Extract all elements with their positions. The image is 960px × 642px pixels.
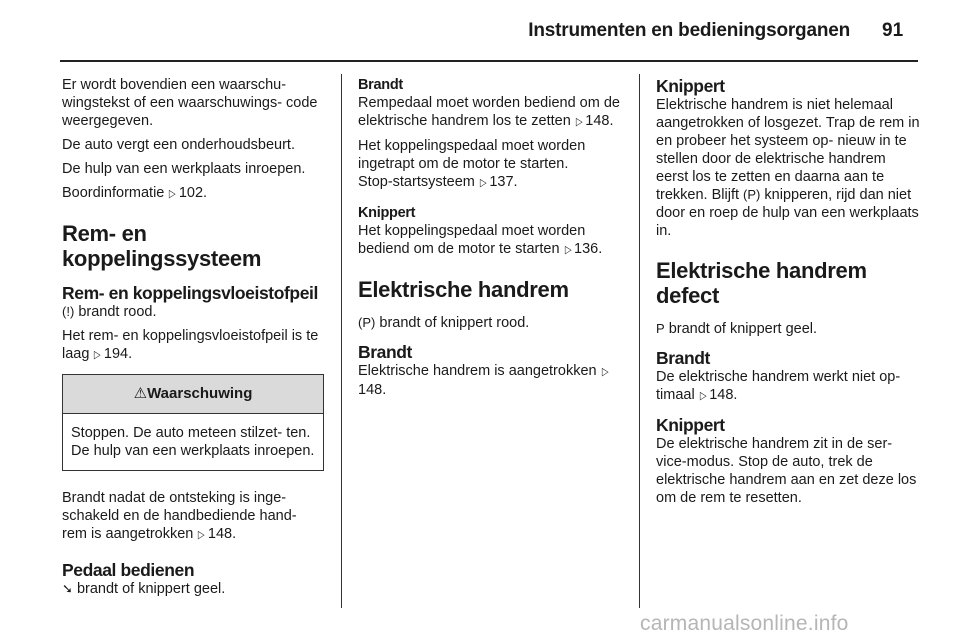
paragraph — [358, 173, 624, 192]
text: brandt of knippert rood. — [379, 315, 530, 331]
paragraph — [62, 184, 324, 203]
watermark: carmanualsonline.info — [640, 612, 849, 635]
paragraph — [62, 303, 324, 321]
column-1 — [62, 76, 324, 604]
text: De elektrische handrem werkt niet op- timaal — [656, 369, 901, 403]
subsection-heading: Knippert — [656, 76, 725, 96]
paragraph — [358, 362, 624, 399]
text: knipperen, rijd dan niet door en roep de hulp van een werkplaats in. — [656, 187, 919, 239]
page-ref[interactable]: 102. — [178, 185, 208, 201]
column-3 — [656, 76, 920, 513]
text: Het koppelingspedaal moet worden bediend om de motor te starten — [358, 223, 586, 257]
page-ref[interactable]: 136. — [574, 241, 603, 257]
text: brandt of knippert geel. — [76, 581, 226, 597]
paragraph — [62, 489, 324, 544]
paragraph — [358, 314, 624, 332]
parking-brake-icon: (P) — [358, 315, 376, 330]
page-ref[interactable]: 148. — [207, 526, 237, 542]
page-ref[interactable]: 194. — [103, 346, 133, 362]
warning-box — [62, 374, 324, 471]
warning-triangle-icon: ⚠ — [133, 385, 148, 402]
paragraph: De hulp van een werkplaats inroepen. — [62, 161, 306, 177]
subsection-heading: Pedaal bedienen — [62, 560, 195, 580]
paragraph — [62, 327, 324, 364]
brake-fluid-warning-icon: (!) — [62, 304, 75, 319]
page-number: 91 — [882, 20, 904, 41]
parking-brake-icon: (P) — [743, 187, 761, 202]
page-ref[interactable]: 148. — [358, 382, 387, 398]
ref-arrow-icon: ▷ — [198, 529, 206, 541]
subsection-heading: Brandt — [656, 348, 710, 368]
parking-brake-fault-icon: P — [656, 321, 665, 336]
paragraph — [656, 368, 920, 405]
ref-arrow-icon: ▷ — [699, 390, 707, 402]
subsection-heading: Rem- en koppelingsvloeistofpeil — [62, 283, 318, 303]
paragraph — [656, 96, 920, 240]
text: Elektrische handrem is aangetrokken — [358, 363, 597, 379]
pedal-icon: ➘ — [62, 581, 73, 596]
warning-title: Waarschuwing — [147, 385, 253, 402]
section-heading: Rem- en koppelingssysteem — [62, 221, 262, 271]
paragraph — [358, 222, 624, 259]
ref-arrow-icon: ▷ — [564, 244, 572, 256]
warning-header — [63, 375, 323, 414]
label-heading: Knippert — [358, 205, 416, 221]
warning-body: Stoppen. De auto meteen stilzet- ten. De hulp van een werkplaats inroepen. — [71, 425, 315, 459]
text: Brandt nadat de ontsteking is inge- schakeld en de handbediende hand- rem is aangetrokken — [62, 490, 297, 542]
text: Elektrische handrem is niet helemaal aangetrokken of losgezet. Trap de rem in en probeer het systeem op- nieuw in te stellen door de elektrische handrem eerst los te zetten en daarna aan te trekken. Blijft — [656, 97, 920, 203]
text: brandt rood. — [78, 304, 157, 320]
section-heading: Elektrische handrem — [358, 277, 569, 302]
paragraph — [656, 320, 920, 338]
subsection-heading: Brandt — [358, 342, 412, 362]
column-divider-2 — [639, 74, 640, 608]
page-ref[interactable]: 148. — [709, 387, 738, 403]
ref-arrow-icon: ▷ — [169, 188, 177, 200]
ref-arrow-icon: ▷ — [575, 116, 583, 128]
section-heading: Elektrische handrem defect — [656, 258, 867, 308]
page-ref[interactable]: 148. — [585, 113, 614, 129]
text: Het rem- en koppelingsvloeistofpeil is te laag — [62, 328, 319, 362]
page-ref[interactable]: 137. — [489, 174, 518, 190]
paragraph: Het koppelingspedaal moet worden ingetrapt om de motor te starten. — [358, 138, 586, 172]
page-header-title: Instrumenten en bedieningsorganen — [528, 20, 850, 41]
subsection-heading: Knippert — [656, 415, 725, 435]
paragraph: Er wordt bovendien een waarschu- wingstekst of een waarschuwings- code weergegeven. — [62, 77, 318, 129]
text: brandt of knippert geel. — [668, 321, 818, 337]
paragraph: De elektrische handrem zit in de ser- vice-modus. Stop de auto, trek de elektrische handrem aan en zet deze los om de rem te resetten. — [656, 436, 917, 506]
ref-arrow-icon: ▷ — [601, 366, 609, 378]
paragraph — [358, 94, 624, 131]
paragraph — [62, 580, 324, 598]
label-heading: Brandt — [358, 77, 403, 93]
ref-arrow-icon: ▷ — [94, 349, 102, 361]
ref-text: Boordinformatie — [62, 185, 165, 201]
text: Stop-startsysteem — [358, 174, 475, 190]
text: Rempedaal moet worden bediend om de elektrische handrem los te zetten — [358, 95, 620, 129]
column-2 — [358, 76, 624, 405]
header-divider — [60, 60, 918, 62]
paragraph: De auto vergt een onderhoudsbeurt. — [62, 137, 295, 153]
column-divider-1 — [341, 74, 342, 608]
ref-arrow-icon: ▷ — [479, 177, 487, 189]
